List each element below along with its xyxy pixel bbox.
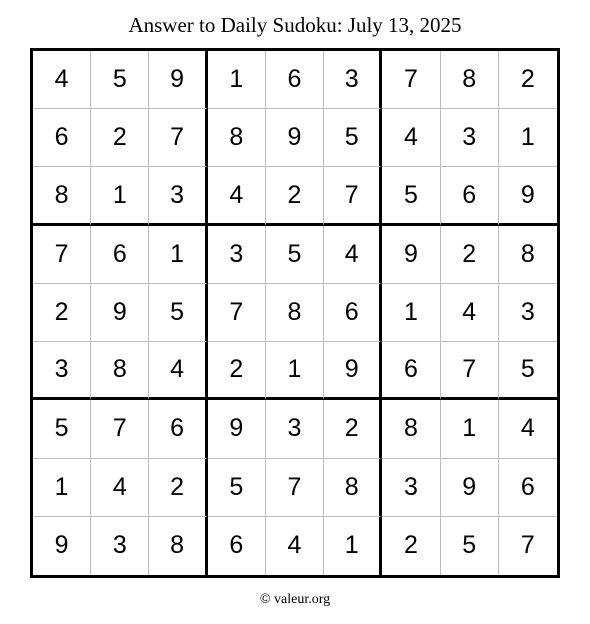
sudoku-cell-r2-c3: 7 [149,109,207,167]
sudoku-board [30,48,560,578]
sudoku-cell-r3-c2: 1 [91,167,149,225]
sudoku-cell-r5-c2: 9 [91,284,149,342]
sudoku-cell-r4-c4: 3 [208,226,266,284]
sudoku-cell-r3-c1: 8 [33,167,91,225]
sudoku-cell-r7-c8: 1 [441,400,499,458]
sudoku-cell-r5-c3: 5 [149,284,207,342]
puzzle-title: Answer to Daily Sudoku: July 13, 2025 [128,13,462,37]
sudoku-cell-r7-c1: 5 [33,400,91,458]
sudoku-cell-r8-c5: 7 [266,459,324,517]
sudoku-cell-r8-c3: 2 [149,459,207,517]
sudoku-cell-r7-c5: 3 [266,400,324,458]
sudoku-cell-r5-c7: 1 [382,284,440,342]
sudoku-cell-r1-c3: 9 [149,51,207,109]
sudoku-cell-r6-c1: 3 [33,342,91,400]
sudoku-cell-r7-c7: 8 [382,400,440,458]
sudoku-cell-r9-c7: 2 [382,517,440,575]
sudoku-cell-r2-c6: 5 [324,109,382,167]
sudoku-cell-r1-c9: 2 [499,51,557,109]
sudoku-cell-r6-c4: 2 [208,342,266,400]
sudoku-cell-r1-c5: 6 [266,51,324,109]
sudoku-cell-r1-c4: 1 [208,51,266,109]
sudoku-cell-r1-c7: 7 [382,51,440,109]
sudoku-cell-r7-c2: 7 [91,400,149,458]
sudoku-cell-r9-c2: 3 [91,517,149,575]
sudoku-cell-r9-c3: 8 [149,517,207,575]
sudoku-cell-r7-c9: 4 [499,400,557,458]
sudoku-cell-r1-c1: 4 [33,51,91,109]
sudoku-cell-r3-c8: 6 [441,167,499,225]
sudoku-cell-r2-c8: 3 [441,109,499,167]
sudoku-cell-r3-c9: 9 [499,167,557,225]
sudoku-cell-r7-c3: 6 [149,400,207,458]
sudoku-cell-r3-c6: 7 [324,167,382,225]
sudoku-cell-r7-c6: 2 [324,400,382,458]
sudoku-cell-r8-c8: 9 [441,459,499,517]
sudoku-cell-r1-c6: 3 [324,51,382,109]
sudoku-cell-r5-c1: 2 [33,284,91,342]
sudoku-cell-r2-c2: 2 [91,109,149,167]
sudoku-cell-r9-c4: 6 [208,517,266,575]
sudoku-cell-r4-c1: 7 [33,226,91,284]
sudoku-cell-r4-c3: 1 [149,226,207,284]
sudoku-cell-r8-c2: 4 [91,459,149,517]
copyright-footer: © valeur.org [259,592,331,607]
sudoku-cell-r5-c9: 3 [499,284,557,342]
sudoku-cell-r9-c6: 1 [324,517,382,575]
sudoku-cell-r2-c9: 1 [499,109,557,167]
sudoku-cell-r6-c5: 1 [266,342,324,400]
sudoku-cell-r5-c4: 7 [208,284,266,342]
sudoku-cell-r9-c1: 9 [33,517,91,575]
sudoku-cell-r2-c4: 8 [208,109,266,167]
sudoku-cell-r6-c7: 6 [382,342,440,400]
sudoku-cell-r5-c6: 6 [324,284,382,342]
sudoku-cell-r2-c7: 4 [382,109,440,167]
sudoku-cell-r1-c8: 8 [441,51,499,109]
sudoku-cell-r6-c6: 9 [324,342,382,400]
sudoku-cell-r3-c5: 2 [266,167,324,225]
sudoku-cell-r1-c2: 5 [91,51,149,109]
sudoku-cell-r6-c2: 8 [91,342,149,400]
sudoku-cell-r3-c3: 3 [149,167,207,225]
sudoku-cell-r2-c1: 6 [33,109,91,167]
sudoku-cell-r4-c6: 4 [324,226,382,284]
sudoku-cell-r8-c6: 8 [324,459,382,517]
sudoku-cell-r4-c2: 6 [91,226,149,284]
sudoku-cell-r8-c7: 3 [382,459,440,517]
sudoku-cell-r9-c5: 4 [266,517,324,575]
sudoku-cell-r6-c8: 7 [441,342,499,400]
sudoku-cell-r5-c8: 4 [441,284,499,342]
sudoku-cell-r4-c8: 2 [441,226,499,284]
sudoku-cell-r2-c5: 9 [266,109,324,167]
sudoku-cell-r6-c9: 5 [499,342,557,400]
sudoku-cell-r4-c7: 9 [382,226,440,284]
sudoku-cell-r6-c3: 4 [149,342,207,400]
sudoku-cell-r7-c4: 9 [208,400,266,458]
sudoku-cell-r9-c8: 5 [441,517,499,575]
sudoku-cell-r5-c5: 8 [266,284,324,342]
sudoku-cell-r8-c1: 1 [33,459,91,517]
sudoku-cell-r8-c9: 6 [499,459,557,517]
sudoku-cell-r9-c9: 7 [520,531,535,560]
sudoku-cell-r8-c4: 5 [208,459,266,517]
sudoku-cell-r4-c5: 5 [266,226,324,284]
sudoku-cell-r4-c9: 8 [499,226,557,284]
sudoku-cell-r3-c7: 5 [382,167,440,225]
sudoku-cell-r3-c4: 4 [208,167,266,225]
